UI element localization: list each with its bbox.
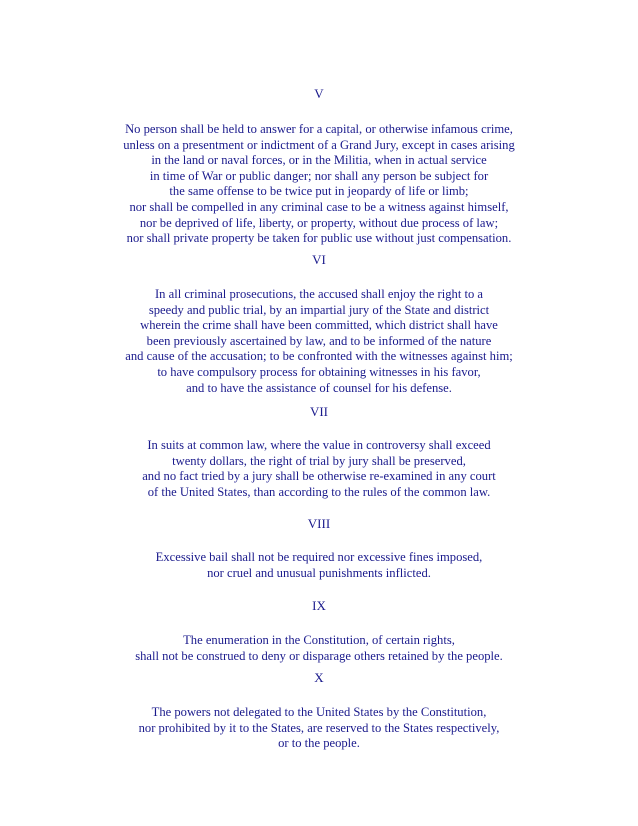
text-line: and cause of the accusation; to be confronted with the witnesses against him; [125, 349, 513, 364]
article-numeral: X [314, 670, 324, 685]
article-numeral: VIII [307, 516, 331, 531]
text-line: In suits at common law, where the value in controversy shall exceed [147, 438, 491, 452]
article-vii [0, 404, 638, 500]
text-line: or to the people. [278, 736, 360, 751]
article-vi [0, 252, 638, 396]
article-numeral: VII [309, 404, 329, 419]
text-line: nor cruel and unusual punishments inflicted. [207, 565, 431, 580]
text-line: nor be deprived of life, liberty, or property, without due process of law; [139, 215, 499, 230]
text-line: nor shall private property be taken for public use without just compensation. [126, 231, 512, 246]
text-line: to have compulsory process for obtaining witnesses in his favor, [157, 364, 481, 379]
text-line: the same offense to be twice put in jeopardy of life or limb; [169, 184, 469, 199]
article-text [0, 705, 638, 752]
text-line: speedy and public trial, by an impartial jury of the State and district [148, 302, 490, 317]
article-text [0, 287, 638, 396]
text-line: shall not be construed to deny or disparage others retained by the people. [135, 648, 503, 663]
article-text [0, 633, 638, 664]
text-line: In all criminal prosecutions, the accused shall enjoy the right to a [154, 287, 484, 301]
text-line: nor shall be compelled in any criminal case to be a witness against himself, [129, 199, 509, 214]
text-line: been previously ascertained by law, and to be informed of the nature [146, 333, 492, 348]
article-text [0, 438, 638, 500]
text-line: The powers not delegated to the United States by the Constitution, [151, 705, 487, 719]
text-line: unless on a presentment or indictment of a Grand Jury, except in cases arising [123, 137, 515, 152]
article-text [0, 550, 638, 581]
article-numeral: VI [312, 252, 326, 267]
text-line: in time of War or public danger; nor shall any person be subject for [149, 168, 489, 183]
text-line: wherein the crime shall have been committed, which district shall have [140, 318, 498, 333]
text-line: nor prohibited by it to the States, are reserved to the States respectively, [138, 720, 500, 735]
article-ix [0, 598, 638, 664]
text-line: in the land or naval forces, or in the Militia, when in actual service [151, 153, 487, 168]
text-line: No person shall be held to answer for a capital, or otherwise infamous crime, [125, 122, 513, 136]
text-line: The enumeration in the Constitution, of certain rights, [183, 633, 455, 647]
text-line: and to have the assistance of counsel for his defense. [186, 380, 452, 395]
text-line: twenty dollars, the right of trial by jury shall be preserved, [172, 453, 466, 468]
text-line: and no fact tried by a jury shall be otherwise re-examined in any court [142, 469, 496, 484]
article-v [0, 86, 638, 247]
article-numeral: IX [312, 598, 326, 613]
article-numeral: V [314, 86, 324, 101]
article-x [0, 670, 638, 752]
article-text [0, 122, 638, 247]
article-viii [0, 516, 638, 581]
text-line: of the United States, than according to the rules of the common law. [147, 484, 491, 499]
text-line: Excessive bail shall not be required nor excessive fines imposed, [155, 550, 483, 564]
